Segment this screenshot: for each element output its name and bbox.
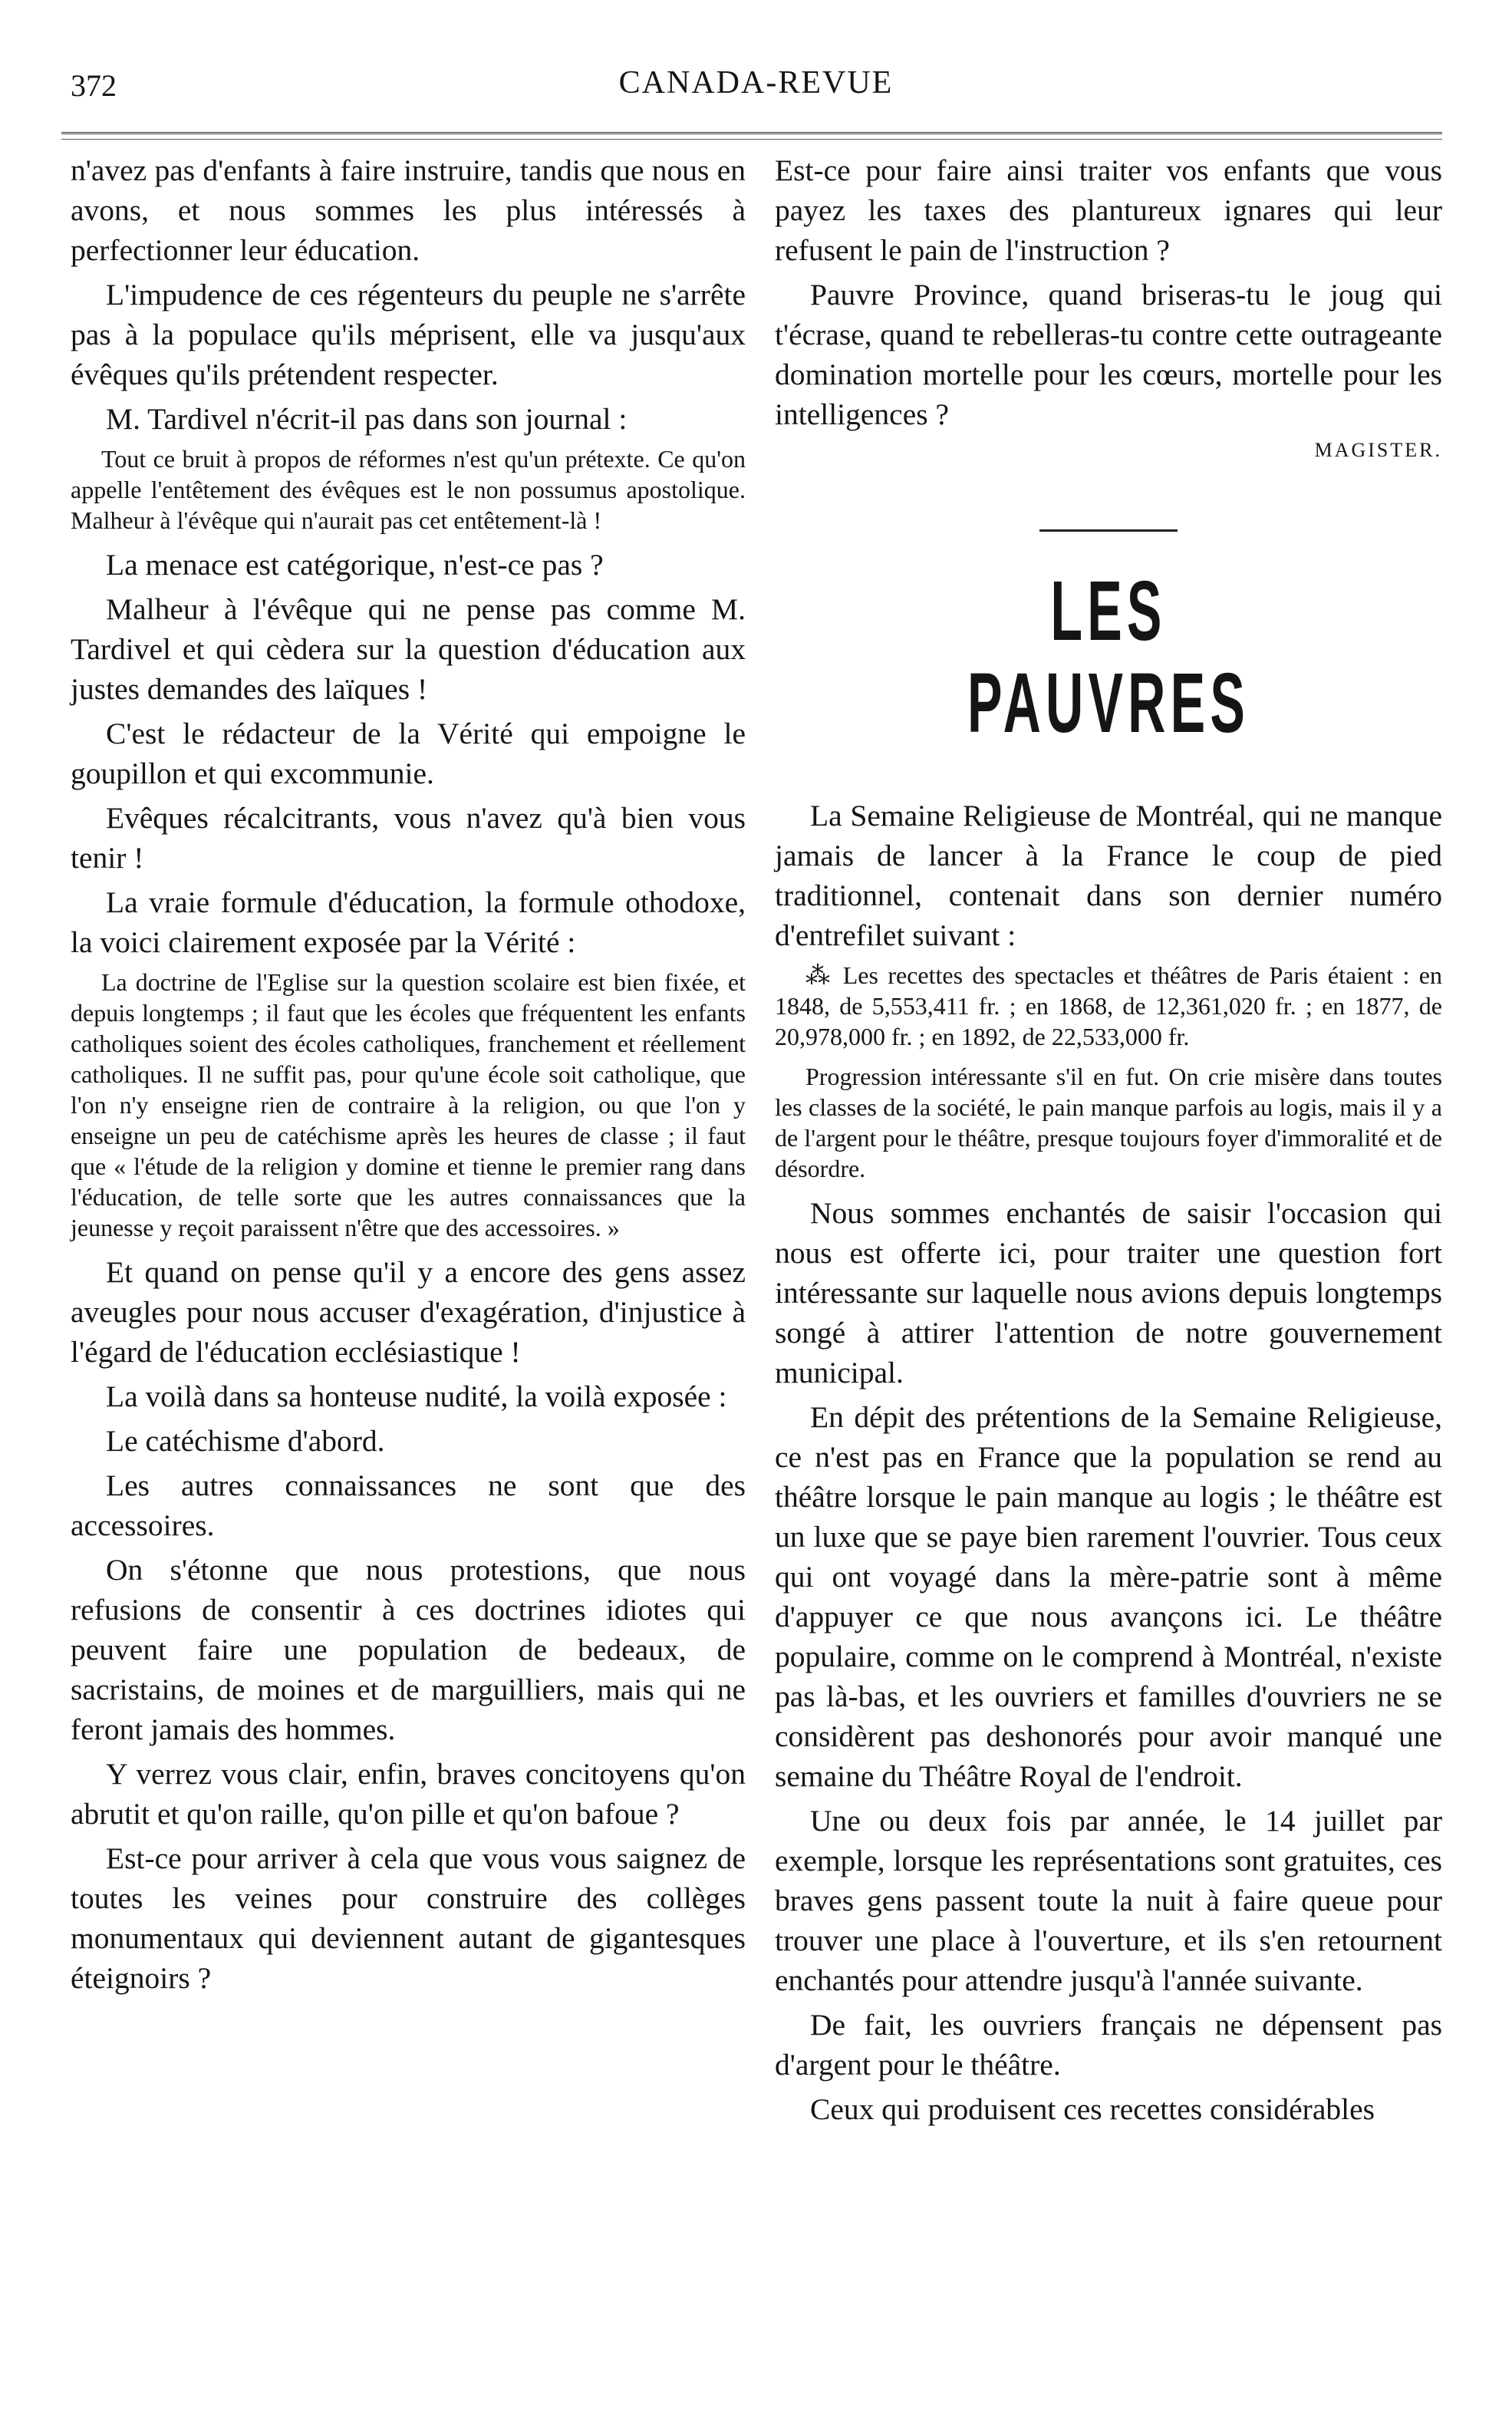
author-signature: MAGISTER.	[1314, 439, 1442, 461]
paragraph: Malheur à l'évêque qui ne pense pas comme M. Tardivel et qui cèdera sur la question d'éducation aux justes demandes des laïques !	[71, 592, 746, 706]
block-quote: ⁂ Les recettes des spectacles et théâtres de Paris étaient : en 1848, de 5,553,411 fr. ; en 1868, de 12,361,020 fr. ; en 1877, de 20,978,000 fr. ; en 1892, de 22,533,000 fr.	[775, 961, 1442, 1050]
block-quote: Progression intéressante s'il en fut. On crie misère dans toutes les classes de la société, le pain manque parfois au logis, mais il y a de l'argent pour le théâtre, presque toujours foyer d'immoralité et de désordre.	[775, 1063, 1442, 1182]
right-column	[775, 150, 1442, 2134]
block-quote: La doctrine de l'Eglise sur la question scolaire est bien fixée, et depuis longtemps ; il faut que les écoles que fréquentent les enfants catholiques soient des écoles catholiques, franchement et réellement catholiques. Il ne suffit pas, pour qu'une école soit catholique, que l'on n'y enseigne rien de contraire à la religion, ou que l'on y enseigne un peu de catéchisme après les heures de classe ; il faut que « l'étude de la religion y domine et tienne le premier rang dans l'éducation, de telle sorte que les autres connaissances que la jeunesse y reçoit paraissent n'être que des accessoires. »	[71, 968, 746, 1241]
paragraph: Ceux qui produisent ces recettes considérables	[810, 2092, 1375, 2126]
paragraph: Nous sommes enchantés de saisir l'occasion qui nous est offerte ici, pour traiter une question fort intéressante sur laquelle nous avions depuis longtemps songé à attirer l'attention de notre gouvernement municipal.	[775, 1196, 1442, 1389]
paragraph: On s'étonne que nous protestions, que nous refusions de consentir à ces doctrines idiotes qui peuvent faire une population de bedeaux, de sacristains, de moines et de marguilliers, mais qui ne feront jamais des hommes.	[71, 1553, 746, 1746]
paragraph: Une ou deux fois par année, le 14 juillet par exemple, lorsque les représentations sont gratuites, ces braves gens passent toute la nuit à faire queue pour trouver une place à l'ouverture, et ils s'en retournent enchantés pour attendre jusqu'à l'année suivante.	[775, 1804, 1442, 1997]
paragraph: Pauvre Province, quand briseras-tu le joug qui t'écrase, quand te rebelleras-tu contre cette outrageante domination mortelle pour les cœurs, mortelle pour les intelligences ?	[775, 278, 1442, 431]
paragraph: L'impudence de ces régenteurs du peuple ne s'arrête pas à la populace qu'ils méprisent, elle va jusqu'aux évêques qu'ils prétendent respecter.	[71, 278, 746, 391]
paragraph: M. Tardivel n'écrit-il pas dans son journal :	[106, 402, 628, 436]
paragraph: La menace est catégorique, n'est-ce pas ?	[106, 548, 604, 582]
paragraph: Le catéchisme d'abord.	[106, 1424, 385, 1458]
block-quote: Tout ce bruit à propos de réformes n'est qu'un prétexte. Ce qu'on appelle l'entêtement des évêques est le non possumus apostolique. Malheur à l'évêque qui n'aurait pas cet entêtement-là !	[71, 445, 746, 534]
section-title: LES PAUVRES	[967, 564, 1250, 750]
paragraph: n'avez pas d'enfants à faire instruire, tandis que nous en avons, et nous sommes les plus intéressés à perfectionner leur éducation.	[71, 153, 746, 267]
paragraph: Est-ce pour faire ainsi traiter vos enfants que vous payez les taxes des plantureux ignares qui leur refusent le pain de l'instruction ?	[775, 153, 1442, 267]
paragraph: En dépit des prétentions de la Semaine Religieuse, ce n'est pas en France que la population se rend au théâtre lorsque le pain manque au logis ; le théâtre est un luxe que se paye bien rarement l'ouvrier. Tous ceux qui ont voyagé dans la mère-patrie sont à même d'appuyer ce que nous avançons ici. Le théâtre populaire, comme on le comprend à Montréal, n'existe pas là-bas, et les ouvriers et familles d'ouvriers ne se considèrent pas deshonorés pour avoir manqué une semaine du Théâtre Royal de l'endroit.	[775, 1400, 1442, 1793]
left-column	[71, 150, 746, 2003]
paragraph: La Semaine Religieuse de Montréal, qui ne manque jamais de lancer à la France le coup de pied traditionnel, contenait dans son dernier numéro d'entrefilet suivant :	[775, 799, 1442, 952]
paragraph: La voilà dans sa honteuse nudité, la voilà exposée :	[106, 1380, 727, 1413]
page-number: 372	[71, 68, 117, 103]
running-title: CANADA-REVUE	[618, 65, 894, 101]
paragraph: Evêques récalcitrants, vous n'avez qu'à bien vous tenir !	[71, 801, 746, 875]
section-divider	[1039, 529, 1178, 532]
paragraph: Les autres connaissances ne sont que des accessoires.	[71, 1469, 746, 1542]
header-rule	[61, 132, 1442, 140]
paragraph: Y verrez vous clair, enfin, braves concitoyens qu'on abrutit et qu'on raille, qu'on pille et qu'on bafoue ?	[71, 1757, 746, 1831]
paragraph: C'est le rédacteur de la Vérité qui empoigne le goupillon et qui excommunie.	[71, 717, 746, 790]
paragraph: Est-ce pour arriver à cela que vous vous saignez de toutes les veines pour construire des collèges monumentaux qui deviennent autant de gigantesques éteignoirs ?	[71, 1841, 746, 1995]
paragraph: De fait, les ouvriers français ne dépensent pas d'argent pour le théâtre.	[775, 2008, 1442, 2082]
paragraph: La vraie formule d'éducation, la formule othodoxe, la voici clairement exposée par la Vérité :	[71, 885, 746, 959]
paragraph: Et quand on pense qu'il y a encore des gens assez aveugles pour nous accuser d'exagération, d'injustice à l'égard de l'éducation ecclésiastique !	[71, 1255, 746, 1369]
